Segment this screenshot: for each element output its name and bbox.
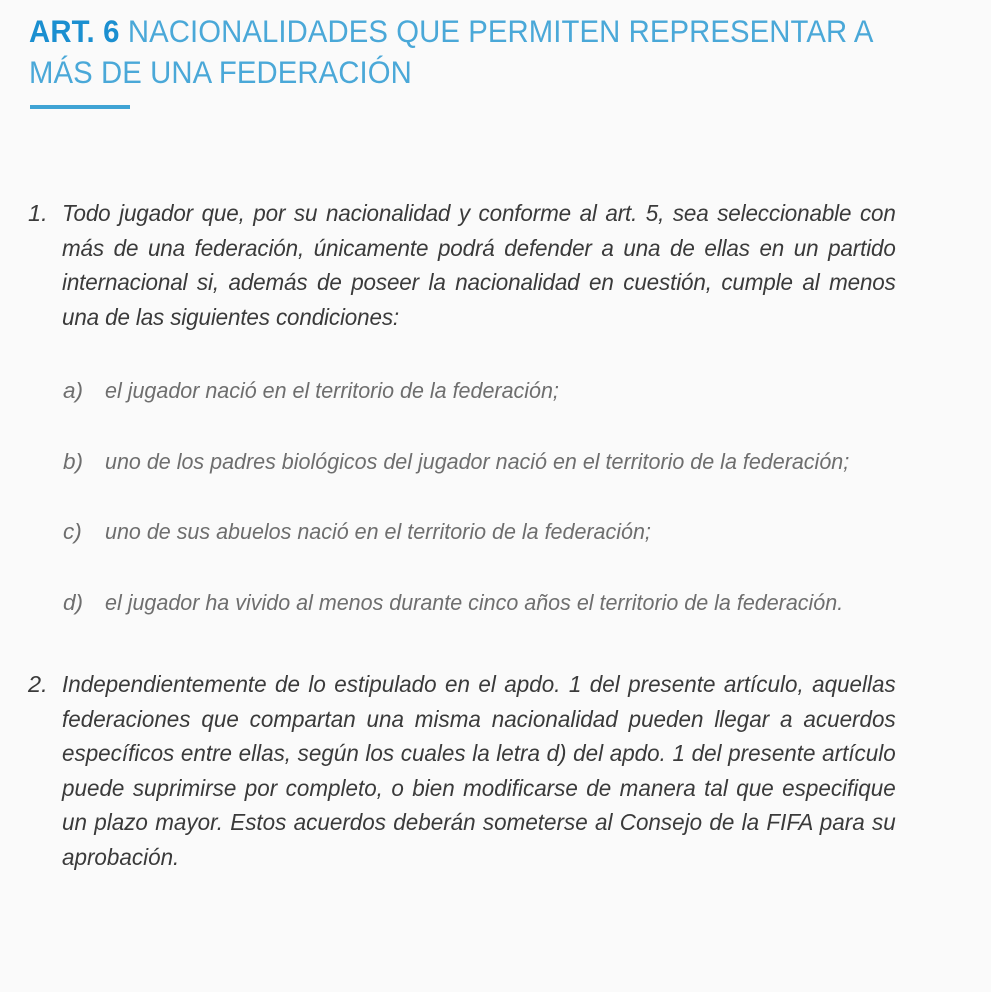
article-heading [29, 11, 894, 93]
condition-item-b-marker: b) [63, 449, 84, 474]
condition-item-d [0, 586, 991, 619]
numbered-item-2 [0, 667, 991, 874]
condition-item-b-text: uno de los padres biológicos del jugador nació en el territorio de la federación; [105, 449, 850, 474]
condition-list [0, 374, 991, 619]
spacer-after-item-1 [0, 334, 991, 374]
condition-item-b [0, 445, 991, 478]
spacer-after-condition-c [0, 548, 991, 586]
numbered-item-1 [0, 196, 991, 334]
condition-item-c-text: uno de sus abuelos nació en el territorio de la federación; [105, 519, 651, 544]
numbered-item-1-marker: 1. [28, 200, 48, 226]
condition-item-c [0, 515, 991, 548]
spacer-after-condition-b [0, 478, 991, 515]
condition-item-d-text: el jugador ha vivido al menos durante cinco años el territorio de la federación. [105, 590, 844, 615]
article-number-label: ART. 6 [29, 13, 120, 49]
numbered-item-1-text: Todo jugador que, por su nacionalidad y conforme al art. 5, sea seleccionable con más de una federación, únicamente podrá defender a una de ellas en un partido internacional si, además de poseer la nacionalidad en cuestión, cumple al menos una de las siguientes condiciones: [62, 200, 896, 330]
article-body [0, 196, 991, 874]
spacer-after-condition-a [0, 407, 991, 445]
condition-item-d-marker: d) [63, 590, 84, 615]
numbered-item-2-text: Independientemente de lo estipulado en el apdo. 1 del presente artículo, aquellas federaciones que compartan una misma nacionalidad pueden llegar a acuerdos específicos entre ellas, según los cuales la letra d) del apdo. 1 del presente artículo puede suprimirse por completo, o bien modificarse de manera tal que especifique un plazo mayor. Estos acuerdos deberán someterse al Consejo de la FIFA para su aprobación. [62, 671, 896, 870]
spacer-before-item-2 [0, 619, 991, 667]
condition-item-a-marker: a) [63, 378, 84, 403]
article-title-text: NACIONALIDADES QUE PERMITEN REPRESENTAR A MÁS DE UNA FEDERACIÓN [29, 13, 872, 90]
numbered-item-2-marker: 2. [28, 671, 48, 697]
heading-underline-rule [30, 105, 130, 109]
condition-item-a [0, 374, 991, 407]
condition-item-a-text: el jugador nació en el territorio de la federación; [105, 378, 559, 403]
condition-item-c-marker: c) [63, 519, 82, 544]
